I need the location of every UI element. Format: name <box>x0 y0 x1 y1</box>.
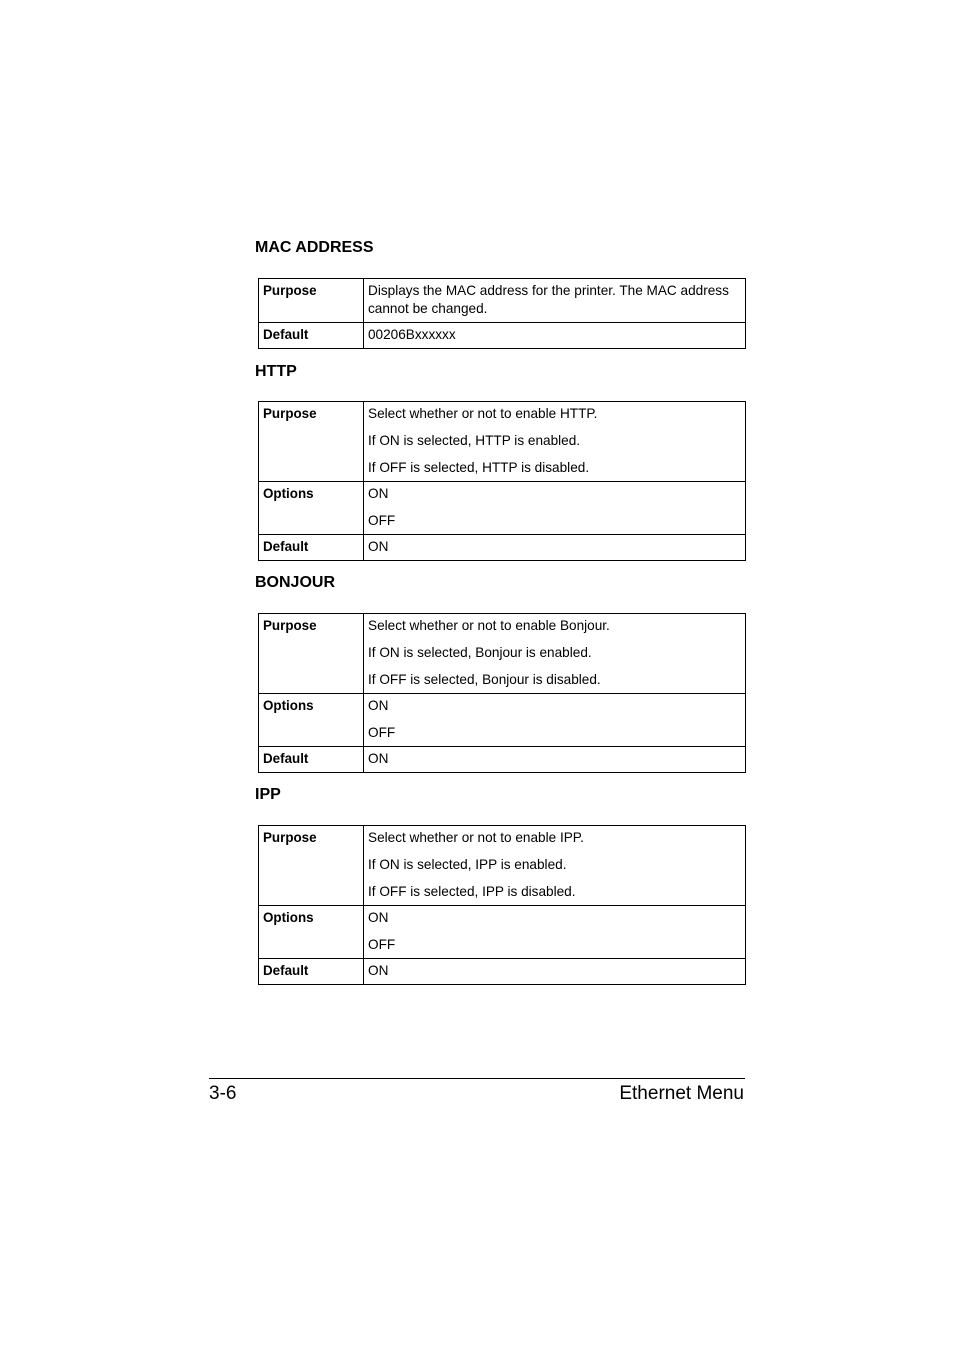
value-line: If ON is selected, IPP is enabled. <box>368 857 567 872</box>
row-label: Default <box>259 747 364 773</box>
table-row <box>259 402 746 482</box>
row-value <box>364 826 746 906</box>
row-value <box>364 614 746 694</box>
table-row <box>259 323 746 349</box>
row-label: Purpose <box>259 826 364 906</box>
row-label: Options <box>259 906 364 959</box>
table-row <box>259 614 746 694</box>
table-row <box>259 535 746 561</box>
table-row <box>259 747 746 773</box>
bonjour-table <box>258 613 746 773</box>
section-heading-mac-address: MAC ADDRESS <box>255 239 374 256</box>
value-line: If ON is selected, HTTP is enabled. <box>368 433 581 448</box>
row-label: Options <box>259 694 364 747</box>
section-heading-bonjour: BONJOUR <box>255 574 336 591</box>
row-value <box>364 906 746 959</box>
row-label: Default <box>259 323 364 349</box>
value-line: OFF <box>368 937 396 952</box>
value-line: If ON is selected, Bonjour is enabled. <box>368 645 592 660</box>
row-value <box>364 323 746 349</box>
row-value <box>364 482 746 535</box>
section-heading-http: HTTP <box>255 363 297 380</box>
table-row <box>259 482 746 535</box>
row-value <box>364 959 746 985</box>
table-row <box>259 279 746 323</box>
value-line: ON <box>368 910 389 925</box>
row-label: Options <box>259 482 364 535</box>
section-heading-ipp: IPP <box>255 786 281 803</box>
row-value <box>364 279 746 323</box>
value-line: OFF <box>368 725 396 740</box>
value-line: Select whether or not to enable IPP. <box>368 830 584 845</box>
chapter-title: Ethernet Menu <box>619 1083 744 1104</box>
value-line: ON <box>368 751 389 766</box>
value-line: ON <box>368 486 389 501</box>
value-line: Select whether or not to enable Bonjour. <box>368 618 610 633</box>
row-value <box>364 535 746 561</box>
row-label: Purpose <box>259 402 364 482</box>
row-label: Default <box>259 535 364 561</box>
row-label: Purpose <box>259 279 364 323</box>
row-label: Purpose <box>259 614 364 694</box>
value-line: ON <box>368 539 389 554</box>
value-line: If OFF is selected, IPP is disabled. <box>368 884 576 899</box>
value-line: If OFF is selected, HTTP is disabled. <box>368 460 590 475</box>
table-row <box>259 826 746 906</box>
table-row <box>259 694 746 747</box>
table-row <box>259 959 746 985</box>
row-value <box>364 694 746 747</box>
mac-address-table <box>258 278 746 349</box>
value-line: If OFF is selected, Bonjour is disabled. <box>368 672 601 687</box>
footer-divider <box>209 1078 745 1079</box>
row-value <box>364 402 746 482</box>
value-line: Select whether or not to enable HTTP. <box>368 406 598 421</box>
value-line: ON <box>368 698 389 713</box>
ipp-table <box>258 825 746 985</box>
table-row <box>259 906 746 959</box>
row-value <box>364 747 746 773</box>
http-table <box>258 401 746 561</box>
value-line: OFF <box>368 513 396 528</box>
row-label: Default <box>259 959 364 985</box>
value-line: 00206Bxxxxxx <box>368 327 456 342</box>
value-line: Displays the MAC address for the printer. The MAC address cannot be changed. <box>368 283 729 316</box>
page-number: 3-6 <box>209 1083 237 1104</box>
value-line: ON <box>368 963 389 978</box>
